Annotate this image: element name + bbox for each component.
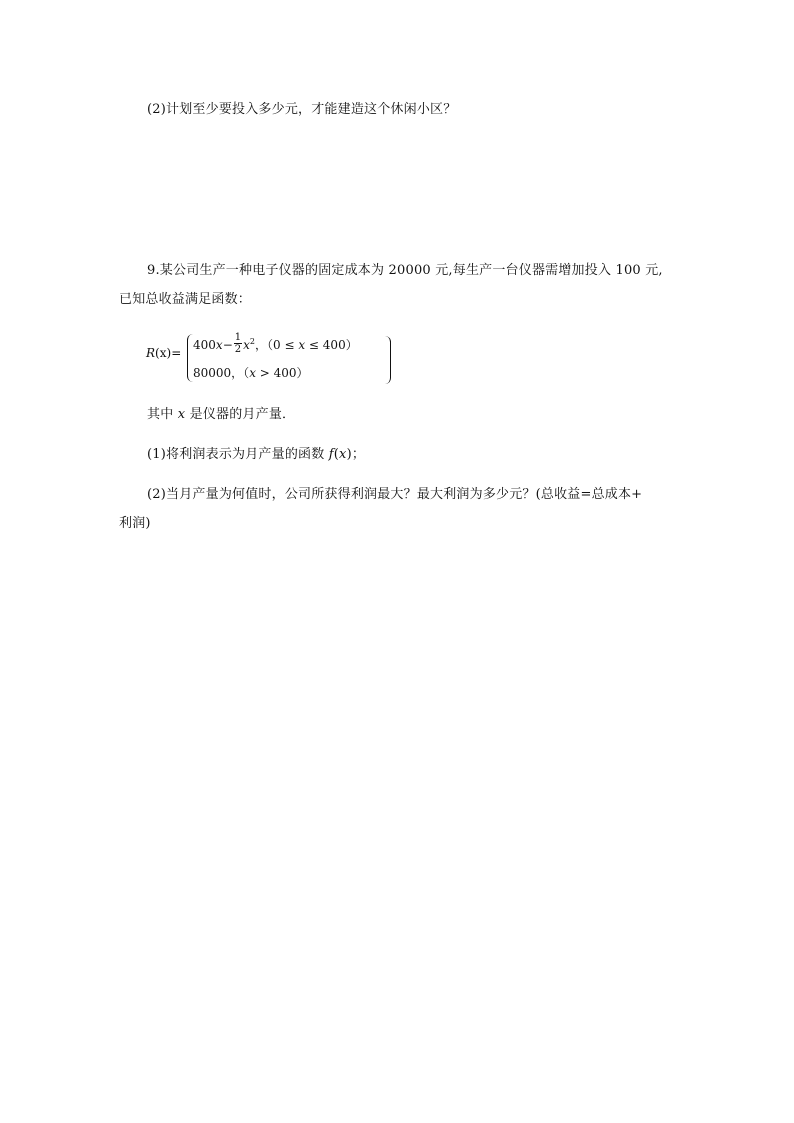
- q9-note: [147, 403, 295, 422]
- case1-cond-b: ≤ 400）: [305, 338, 358, 352]
- case1-minus: −: [222, 338, 233, 352]
- part1-fn: f: [328, 447, 334, 462]
- formula-lhs: [146, 346, 181, 360]
- part1-text: (1)将利润表示为月产量的函数: [147, 447, 329, 462]
- case1-var: x: [215, 338, 223, 352]
- right-brace: [384, 336, 391, 384]
- case1-exponent: 2: [249, 337, 255, 346]
- part1-paren-close: )；: [346, 447, 366, 462]
- case1-cond-a: ，（0 ≤: [255, 338, 299, 352]
- fraction-numerator: 1: [234, 332, 242, 343]
- formula-case1: [193, 334, 358, 357]
- note-var: x: [177, 407, 186, 422]
- part1-paren-open: (: [333, 447, 340, 462]
- case2-value: 80000，（: [193, 366, 250, 380]
- case2-var: x: [249, 366, 256, 380]
- q9-part2-line1: (2)当月产量为何值时，公司所获得利润最大？最大利润为多少元？(总收益=总成本+: [147, 487, 643, 502]
- formula-lhs-eq: =: [171, 346, 182, 360]
- note-part-b: 是仪器的月产量．: [185, 407, 296, 422]
- case1-fraction: [234, 332, 242, 355]
- case1-var2: x: [243, 338, 250, 352]
- fraction-denominator: 2: [234, 344, 242, 355]
- formula-case2: [193, 364, 309, 381]
- revenue-piecewise-formula: [146, 326, 406, 388]
- part1-var: x: [339, 447, 347, 462]
- q9-text-line2: 已知总收益满足函数：: [119, 292, 252, 307]
- case1-coef: 400: [193, 338, 216, 352]
- case1-cond-var: x: [298, 338, 306, 352]
- q8-part2-text: (2)计划至少要投入多少元，才能建造这个休闲小区？: [147, 102, 457, 117]
- q9-part2-line2: 利润): [119, 516, 151, 531]
- q9-part1: [147, 443, 365, 462]
- formula-lhs-fn: R: [146, 346, 156, 360]
- formula-lhs-arg: (x): [155, 346, 172, 360]
- note-part-a: 其中: [147, 407, 178, 422]
- case2-cond: > 400）: [255, 366, 309, 380]
- q9-text-line1: 9.某公司生产一种电子仪器的固定成本为 20000 元,每生产一台仪器需增加投入 100 元,: [147, 263, 663, 278]
